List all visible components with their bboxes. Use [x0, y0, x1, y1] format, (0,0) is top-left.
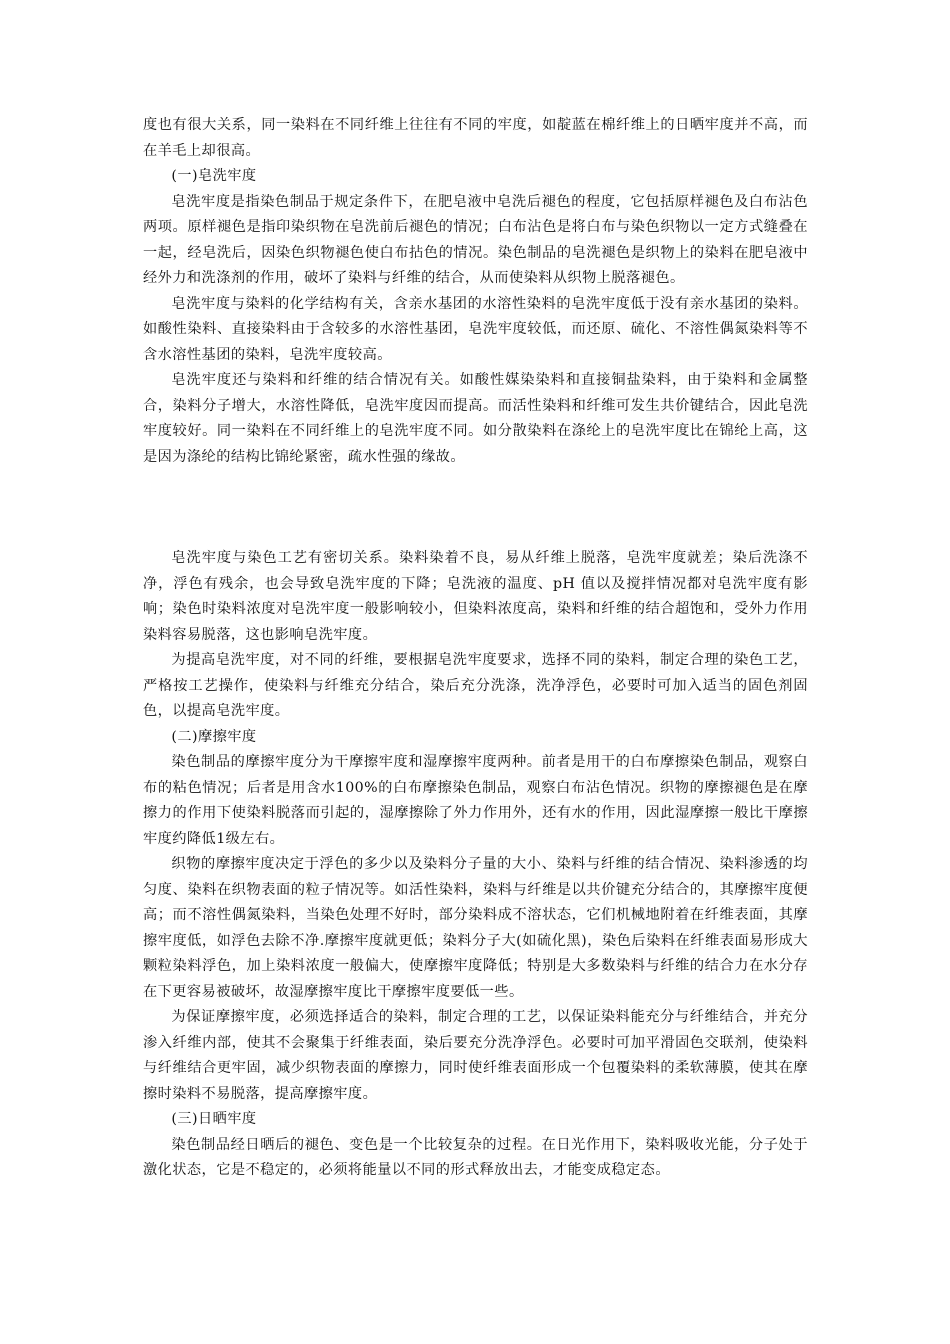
paragraph: 皂洗牢度与染色工艺有密切关系。染料染着不良，易从纤维上脱落，皂洗牢度就差；染后洗涤不净，浮色有残余，也会导致皂洗牢度的下降；皂洗液的温度、pH 值以及搅拌情况都对皂洗牢度有影响；染色时染料浓度对皂洗牢度一般影响较小，但染料浓度高，染料和纤维的结合超饱和，受外力作用染料容易脱落，这也影响皂洗牢度。: [143, 550, 808, 643]
paragraph: 皂洗牢度与染料的化学结构有关，含亲水基团的水溶性染料的皂洗牢度低于没有亲水基团的染料。如酸性染料、直接染料由于含较多的水溶性基团，皂洗牢度较低，而还原、硫化、不溶性偶氮染料等不含水溶性基团的染料，皂洗牢度较高。: [143, 295, 808, 363]
paragraph: 染色制品经日晒后的褪色、变色是一个比较复杂的过程。在日光作用下，染料吸收光能，分子处于激化状态，它是不稳定的，必须将能量以不同的形式释放出去，才能变成稳定态。: [143, 1136, 808, 1178]
paragraph: 皂洗牢度是指染色制品于规定条件下，在肥皂液中皂洗后褪色的程度，它包括原样褪色及白布沾色两项。原样褪色是指印染织物在皂洗前后褪色的情况；白布沾色是将白布与染色织物以一定方式缝叠在一起，经皂洗后，因染色织物褪色使白布拈色的情况。染色制品的皂洗褪色是织物上的染料在肥皂液中经外力和洗涤剂的作用，破坏了染料与纤维的结合，从而使染料从织物上脱落褪色。: [143, 193, 808, 286]
blank-space: [143, 470, 808, 546]
paragraph: 为提高皂洗牢度，对不同的纤维，要根据皂洗牢度要求，选择不同的染料，制定合理的染色工艺，严格按工艺操作，使染料与纤维充分结合，染后充分洗涤，洗净浮色，必要时可加入适当的固色剂固色，以提高皂洗牢度。: [143, 652, 808, 719]
paragraph: 染色制品的摩擦牢度分为干摩擦牢度和湿摩擦牢度两种。前者是用干的白布摩擦染色制品，观察白布的粘色情况；后者是用含水100%的白布摩擦染色制品，观察白布沾色情况。织物的摩擦褪色是在摩擦力的作用下使染料脱落而引起的，湿摩擦除了外力作用外，还有水的作用，因此湿摩擦一般比干摩擦牢度约降低1级左右。: [143, 754, 808, 847]
section-heading-light-fastness: (三)日晒牢度: [171, 1111, 257, 1127]
paragraph: 为保证摩擦牢度，必须选择适合的染料，制定合理的工艺，以保证染料能充分与纤维结合，并充分渗入纤维内部，使其不会聚集于纤维表面，染后要充分洗净浮色。必要时可加平滑固色交联剂，使染料与纤维结合更牢固，减少织物表面的摩擦力，同时使纤维表面形成一个包覆染料的柔软薄膜，使其在摩擦时染料不易脱落，提高摩擦牢度。: [143, 1009, 808, 1102]
section-heading-soaping-fastness: (一)皂洗牢度: [171, 168, 257, 184]
paragraph: 皂洗牢度还与染料和纤维的结合情况有关。如酸性媒染染料和直接铜盐染料，由于染料和金属整合，染料分子增大，水溶性降低，皂洗牢度因而提高。而活性染料和纤维可发生共价键结合，因此皂洗牢度较好。同一染料在不同纤维上的皂洗牢度不同。如分散染料在涤纶上的皂洗牢度比在锦纶上高，这是因为涤纶的结构比锦纶紧密，疏水性强的缘故。: [143, 372, 808, 465]
paragraph: 织物的摩擦牢度决定于浮色的多少以及染料分子量的大小、染料与纤维的结合情况、染料渗透的均匀度、染料在织物表面的粒子情况等。如活性染料，染料与纤维是以共价键充分结合的，其摩擦牢度便高；而不溶性偶氮染料，当染色处理不好时，部分染料成不溶状态，它们机械地附着在纤维表面，其摩擦牢度低，如浮色去除不净.摩擦牢度就更低；染料分子大(如硫化黑)，染色后染料在纤维表面易形成大颗粒染料浮色，加上染料浓度一般偏大，使摩擦牢度降低；特别是大多数染料与纤维的结合力在水分存在下更容易被破坏，故湿摩擦牢度比干摩擦牢度要低一些。: [143, 856, 808, 1000]
document-page: [143, 113, 808, 1184]
paragraph-intro: 度也有很大关系，同一染料在不同纤维上往往有不同的牢度，如靛蓝在棉纤维上的日晒牢度并不高，而在羊毛上却很高。: [143, 117, 808, 159]
section-heading-rubbing-fastness: (二)摩擦牢度: [171, 728, 257, 745]
